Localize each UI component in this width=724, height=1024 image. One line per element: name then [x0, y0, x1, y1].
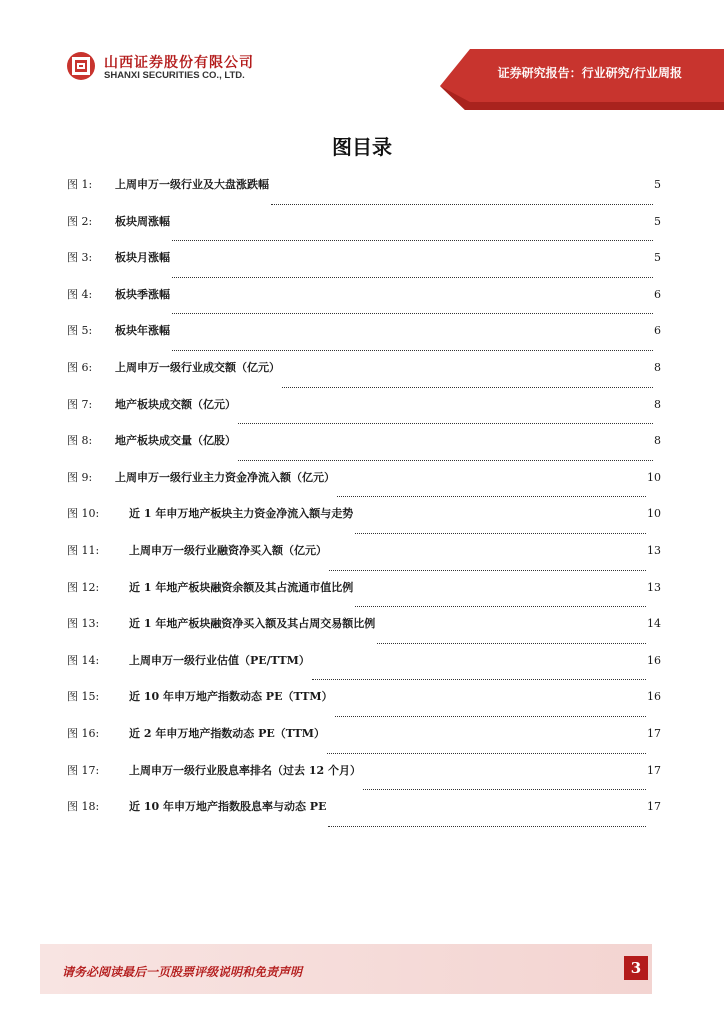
toc-leader-dots	[312, 678, 646, 680]
toc-leader-dots	[329, 569, 646, 571]
toc-page-number: 10	[647, 470, 661, 484]
toc-figure-title: 地产板块成交量（亿股）	[115, 434, 236, 448]
toc-leader-dots	[271, 203, 653, 205]
toc-figure-title: 近 2 年申万地产指数动态 PE（TTM）	[129, 726, 325, 740]
toc-leader-dots	[377, 642, 646, 644]
toc-leader-dots	[328, 825, 646, 827]
page-number: 3	[624, 956, 648, 980]
toc-figure-title: 板块月涨幅	[115, 251, 170, 265]
toc-leader-dots	[172, 239, 653, 241]
toc-figure-number: 图 3:	[67, 251, 93, 265]
company-name-en: SHANXI SECURITIES CO., LTD.	[104, 70, 245, 81]
toc-figure-title: 近 10 年申万地产指数股息率与动态 PE	[129, 800, 327, 814]
toc-item[interactable]	[67, 579, 661, 616]
company-logo-icon	[66, 51, 96, 81]
toc-page-number: 5	[654, 251, 661, 265]
footer-disclaimer: 请务必阅读最后一页股票评级说明和免责声明	[62, 965, 303, 979]
page-title: 图目录	[332, 135, 392, 159]
toc-leader-dots	[172, 312, 653, 314]
toc-page-number: 10	[647, 507, 661, 521]
toc-item[interactable]	[67, 432, 661, 469]
toc-item[interactable]	[67, 762, 661, 799]
toc-item[interactable]	[67, 286, 661, 323]
toc-item[interactable]	[67, 469, 661, 506]
toc-figure-number: 图 9:	[67, 470, 93, 484]
toc-item[interactable]	[67, 615, 661, 652]
toc-item[interactable]	[67, 322, 661, 359]
toc-leader-dots	[335, 715, 646, 717]
toc-page-number: 16	[647, 690, 661, 704]
toc-figure-title: 上周申万一级行业主力资金净流入额（亿元）	[115, 470, 335, 484]
toc-figure-number: 图 7:	[67, 397, 93, 411]
toc-leader-dots	[282, 386, 653, 388]
toc-page-number: 5	[654, 178, 661, 191]
toc-figure-number: 图 8:	[67, 434, 93, 448]
toc-figure-title: 近 1 年地产板块融资余额及其占流通市值比例	[129, 580, 354, 594]
toc-leader-dots	[327, 752, 646, 754]
toc-figure-number: 图 2:	[67, 214, 93, 228]
toc-page-number: 14	[647, 617, 661, 631]
toc-figure-number: 图 18:	[67, 800, 100, 814]
figure-toc-list	[67, 176, 661, 835]
toc-leader-dots	[363, 788, 646, 790]
toc-page-number: 6	[654, 324, 661, 338]
toc-leader-dots	[238, 459, 653, 461]
toc-item[interactable]	[67, 542, 661, 579]
toc-figure-title: 近 10 年申万地产指数动态 PE（TTM）	[129, 690, 333, 704]
toc-figure-title: 近 1 年地产板块融资净买入额及其占周交易额比例	[129, 617, 376, 631]
toc-leader-dots	[355, 532, 646, 534]
toc-figure-number: 图 14:	[67, 653, 100, 667]
toc-leader-dots	[172, 276, 653, 278]
toc-item[interactable]	[67, 213, 661, 250]
toc-page-number: 17	[647, 763, 661, 777]
toc-page-number: 8	[654, 434, 661, 448]
toc-figure-title: 板块周涨幅	[115, 214, 170, 228]
page-footer	[0, 944, 724, 994]
toc-page-number: 13	[647, 543, 661, 557]
toc-figure-number: 图 17:	[67, 763, 100, 777]
toc-leader-dots	[355, 605, 646, 607]
toc-figure-title: 上周申万一级行业成交额（亿元）	[115, 360, 280, 374]
toc-page-number: 5	[654, 214, 661, 228]
toc-figure-number: 图 12:	[67, 580, 100, 594]
toc-item[interactable]	[67, 505, 661, 542]
toc-item[interactable]	[67, 176, 661, 213]
toc-figure-number: 图 10:	[67, 507, 100, 521]
toc-figure-number: 图 1:	[67, 178, 93, 191]
toc-figure-number: 图 15:	[67, 690, 100, 704]
toc-page-number: 16	[647, 653, 661, 667]
toc-figure-title: 地产板块成交额（亿元）	[115, 397, 236, 411]
toc-leader-dots	[238, 422, 653, 424]
toc-figure-title: 板块季涨幅	[115, 287, 170, 301]
toc-item[interactable]	[67, 396, 661, 433]
toc-figure-title: 板块年涨幅	[115, 324, 170, 338]
toc-figure-title: 上周申万一级行业股息率排名（过去 12 个月）	[129, 763, 361, 777]
toc-figure-number: 图 6:	[67, 360, 93, 374]
toc-item[interactable]	[67, 798, 661, 835]
toc-page-number: 17	[647, 726, 661, 740]
toc-figure-number: 图 11:	[67, 543, 100, 557]
toc-leader-dots	[172, 349, 653, 351]
toc-figure-title: 上周申万一级行业及大盘涨跌幅	[115, 178, 269, 191]
toc-page-number: 6	[654, 287, 661, 301]
toc-figure-title: 近 1 年申万地产板块主力资金净流入额与走势	[129, 507, 354, 521]
toc-page-number: 8	[654, 360, 661, 374]
page-header	[0, 0, 724, 110]
toc-item[interactable]	[67, 359, 661, 396]
toc-figure-number: 图 4:	[67, 287, 93, 301]
toc-page-number: 13	[647, 580, 661, 594]
toc-figure-number: 图 13:	[67, 617, 100, 631]
toc-leader-dots	[337, 495, 646, 497]
toc-page-number: 8	[654, 397, 661, 411]
toc-page-number: 17	[647, 800, 661, 814]
toc-item[interactable]	[67, 652, 661, 689]
toc-item[interactable]	[67, 249, 661, 286]
toc-figure-title: 上周申万一级行业融资净买入额（亿元）	[129, 543, 327, 557]
report-type-label: 证券研究报告：行业研究/行业周报	[497, 66, 682, 80]
toc-figure-number: 图 16:	[67, 726, 100, 740]
toc-figure-number: 图 5:	[67, 324, 93, 338]
toc-item[interactable]	[67, 688, 661, 725]
toc-figure-title: 上周申万一级行业估值（PE/TTM）	[129, 653, 310, 667]
toc-item[interactable]	[67, 725, 661, 762]
company-name-cn: 山西证券股份有限公司	[104, 55, 254, 71]
